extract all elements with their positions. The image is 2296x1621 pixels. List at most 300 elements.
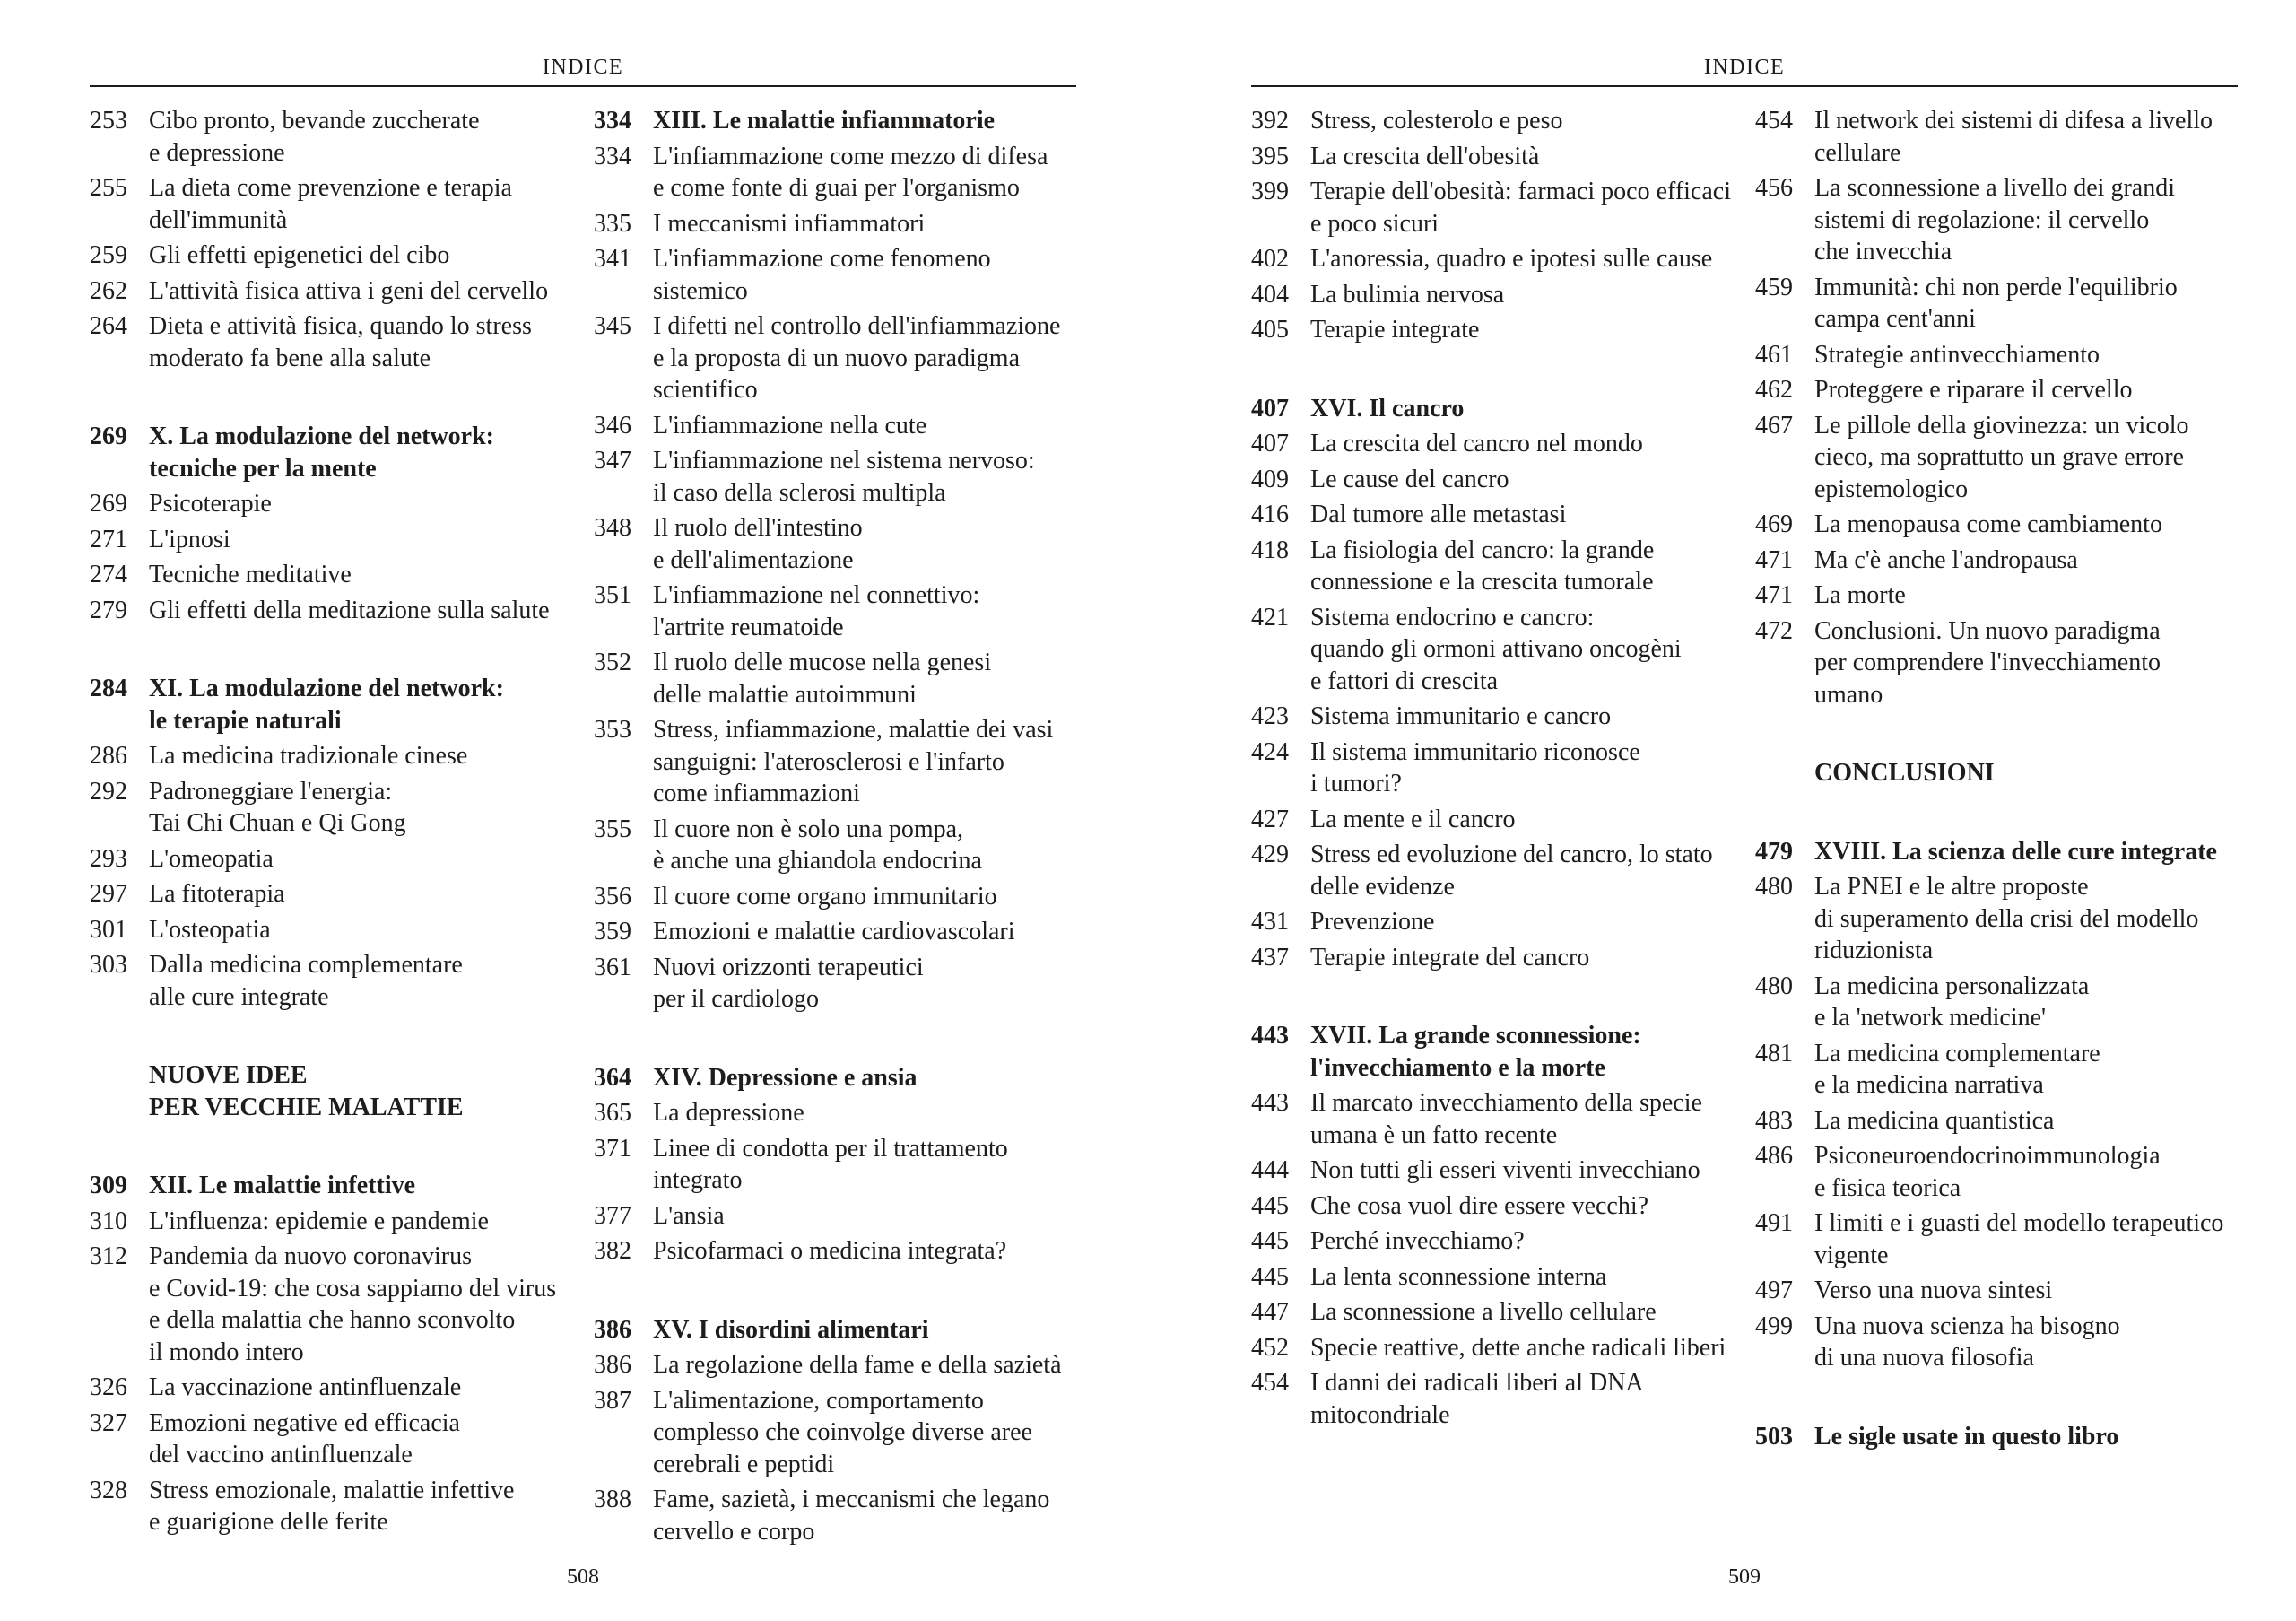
page-ref: 328 <box>90 1476 127 1504</box>
page-ref: 274 <box>90 561 127 588</box>
entry-title: L'infiammazione nella cute <box>653 411 927 440</box>
toc-entry <box>1251 906 1744 938</box>
toc-entry <box>1251 839 1744 902</box>
page-ref: 303 <box>90 951 127 979</box>
page-ref: 351 <box>594 581 631 609</box>
entry-title: Linee di condotta per il trattamento integrato <box>653 1134 1008 1194</box>
toc-entry <box>1251 464 1744 496</box>
chapter-entry <box>1755 1421 2248 1453</box>
toc-entry <box>90 1372 583 1404</box>
running-head: INDICE <box>1703 56 1786 79</box>
toc-entry <box>1251 602 1744 698</box>
entry-title: Perché invecchiamo? <box>1310 1227 1525 1255</box>
toc-entry <box>1755 509 2248 541</box>
page-ref: 382 <box>594 1237 631 1265</box>
page-ref <box>1755 757 1814 789</box>
toc-entry <box>1251 1190 1744 1223</box>
chapter-entry <box>594 1062 1087 1094</box>
toc-entry <box>90 949 583 1013</box>
toc-entry <box>1251 736 1744 800</box>
page-ref: 424 <box>1251 737 1289 766</box>
entry-title: XI. La modulazione del network: le terapie naturali <box>149 675 504 735</box>
page-ref: 271 <box>90 525 127 553</box>
chapter-entry <box>1251 1020 1744 1084</box>
toc-entry <box>594 512 1087 576</box>
entry-title: L'infiammazione nel sistema nervoso: il caso della sclerosi multipla <box>653 447 1035 507</box>
page-ref: 326 <box>90 1373 127 1401</box>
page-ref: 253 <box>90 107 127 135</box>
toc-entry <box>1755 1105 2248 1137</box>
page-ref: 392 <box>1251 107 1289 135</box>
toc-entry <box>594 714 1087 810</box>
entry-title: XII. Le malattie infettive <box>149 1172 416 1199</box>
toc-entry <box>594 1484 1087 1547</box>
page-ref: 437 <box>1251 943 1289 972</box>
entry-title: L'omeopatia <box>149 844 274 873</box>
toc-entry <box>1251 1367 1744 1431</box>
entry-title: Il ruolo dell'intestino e dell'alimentazione <box>653 514 863 574</box>
toc-entry <box>594 1235 1087 1268</box>
page-ref: 427 <box>1251 805 1289 833</box>
toc-entry <box>1251 804 1744 836</box>
entry-title: Dalla medicina complementare alle cure integrate <box>149 951 463 1011</box>
entry-title: XIII. Le malattie infiammatorie <box>653 107 996 135</box>
entry-title: Ma c'è anche l'andropausa <box>1814 545 2078 574</box>
toc-entry <box>1755 172 2248 268</box>
running-head: INDICE <box>542 56 624 79</box>
entry-title: La fisiologia del cancro: la grande connessione e la crescita tumorale <box>1310 536 1655 596</box>
entry-title: La regolazione della fame e della sazietà <box>653 1351 1062 1379</box>
toc-entry <box>90 559 583 591</box>
chapter-entry <box>90 673 583 736</box>
page-ref: 445 <box>1251 1227 1289 1255</box>
page-ref: 359 <box>594 918 631 946</box>
entry-title: Terapie integrate <box>1310 316 1480 344</box>
page-ref: 347 <box>594 447 631 475</box>
page-ref: 386 <box>594 1351 631 1379</box>
page-ref: 364 <box>594 1063 631 1092</box>
entry-title: La medicina quantistica <box>1814 1106 2055 1135</box>
entry-title: La sconnessione a livello dei grandi sistemi di regolazione: il cervello che invecchia <box>1814 174 2175 266</box>
page-ref: 456 <box>1755 174 1793 202</box>
toc-entry <box>1755 374 2248 406</box>
entry-title: Le pillole della giovinezza: un vicolo cieco, ma soprattutto un grave errore epistemologico <box>1814 411 2189 503</box>
toc-entry <box>1251 176 1744 240</box>
toc-entry <box>1755 1311 2248 1374</box>
toc-column-3 <box>1251 105 1744 1434</box>
page-ref: 264 <box>90 312 127 340</box>
entry-title: I danni dei radicali liberi al DNA mitocondriale <box>1310 1369 1644 1429</box>
toc-entry <box>594 141 1087 205</box>
page-ref: 297 <box>90 880 127 908</box>
toc-entry <box>1755 1140 2248 1204</box>
page-ref: 310 <box>90 1207 127 1235</box>
page-ref: 472 <box>1755 616 1793 645</box>
page-ref: 355 <box>594 815 631 843</box>
entry-title: NUOVE IDEE PER VECCHIE MALATTIE <box>149 1061 464 1121</box>
page-ref: 481 <box>1755 1039 1793 1068</box>
entry-title: I meccanismi infiammatori <box>653 209 926 238</box>
entry-title: Specie reattive, dette anche radicali liberi <box>1310 1333 1726 1362</box>
page-ref: 503 <box>1755 1422 1793 1451</box>
page-ref: 371 <box>594 1134 631 1163</box>
toc-entry <box>1755 1275 2248 1307</box>
toc-entry <box>594 814 1087 877</box>
entry-title: Psicofarmaci o medicina integrata? <box>653 1237 1007 1265</box>
entry-title: Gli effetti epigenetici del cibo <box>149 241 450 269</box>
page-ref: 356 <box>594 882 631 911</box>
toc-column-1 <box>90 105 583 1542</box>
toc-entry <box>594 881 1087 913</box>
page-ref: 404 <box>1251 280 1289 309</box>
entry-title: La lenta sconnessione interna <box>1310 1262 1607 1291</box>
entry-title: La mente e il cancro <box>1310 805 1516 833</box>
page-ref: 462 <box>1755 376 1793 404</box>
toc-entry <box>1755 580 2248 612</box>
toc-entry <box>594 1097 1087 1129</box>
entry-title: Immunità: chi non perde l'equilibrio campa cent'anni <box>1814 273 2178 333</box>
entry-title: Psicoterapie <box>149 490 272 518</box>
page-ref: 459 <box>1755 273 1793 301</box>
part-heading <box>1755 757 2248 789</box>
chapter-entry <box>1755 836 2248 868</box>
page-ref: 452 <box>1251 1333 1289 1362</box>
page-ref: 361 <box>594 953 631 981</box>
toc-entry <box>90 595 583 627</box>
toc-entry <box>1251 1261 1744 1294</box>
entry-title: La dieta come prevenzione e terapia dell'immunità <box>149 174 512 234</box>
toc-entry <box>594 445 1087 509</box>
page-ref: 454 <box>1251 1369 1289 1397</box>
toc-entry <box>1755 1038 2248 1102</box>
toc-entry <box>594 1133 1087 1197</box>
page-ref: 352 <box>594 649 631 676</box>
toc-entry <box>594 1349 1087 1381</box>
toc-entry <box>594 310 1087 406</box>
entry-title: X. La modulazione del network: tecniche per la mente <box>149 423 494 483</box>
entry-title: La medicina personalizzata e la 'network medicine' <box>1814 972 2090 1032</box>
entry-title: XVII. La grande sconnessione: l'invecchiamento e la morte <box>1310 1022 1641 1082</box>
toc-entry <box>594 1200 1087 1233</box>
page-ref: 431 <box>1251 908 1289 936</box>
entry-title: La medicina tradizionale cinese <box>149 742 468 770</box>
toc-entry <box>594 243 1087 307</box>
entry-title: I limiti e i guasti del modello terapeutico vigente <box>1814 1209 2224 1269</box>
toc-entry <box>594 1385 1087 1481</box>
page-ref: 255 <box>90 174 127 202</box>
entry-title: Sistema endocrino e cancro: quando gli ormoni attivano oncogèni e fattori di crescita <box>1310 603 1682 695</box>
page-ref: 301 <box>90 915 127 944</box>
header-rule <box>90 85 1076 87</box>
entry-title: Stress ed evoluzione del cancro, lo stato delle evidenze <box>1310 841 1713 901</box>
toc-entry <box>1755 272 2248 336</box>
toc-entry <box>90 740 583 772</box>
entry-title: Terapie dell'obesità: farmaci poco efficaci e poco sicuri <box>1310 178 1731 238</box>
toc-entry <box>1251 428 1744 460</box>
entry-title: Il marcato invecchiamento della specie umana è un fatto recente <box>1310 1089 1702 1149</box>
left-page <box>90 0 1076 1621</box>
chapter-entry <box>90 1170 583 1202</box>
toc-column-2 <box>594 105 1087 1551</box>
entry-title: L'infiammazione nel connettivo: l'artrite reumatoide <box>653 581 980 641</box>
page-number: 508 <box>567 1565 599 1589</box>
page-ref: 334 <box>594 142 631 170</box>
page-ref: 454 <box>1755 107 1793 135</box>
entry-title: L'osteopatia <box>149 915 271 944</box>
entry-title: Il ruolo delle mucose nella genesi delle malattie autoimmuni <box>653 649 992 709</box>
entry-title: La bulimia nervosa <box>1310 280 1505 309</box>
page-ref: 335 <box>594 209 631 238</box>
toc-entry <box>594 410 1087 442</box>
page-ref: 387 <box>594 1386 631 1415</box>
page-ref: 461 <box>1755 340 1793 369</box>
toc-entry <box>1755 615 2248 711</box>
toc-column-4 <box>1755 105 2248 1456</box>
page-ref: 348 <box>594 514 631 542</box>
entry-title: La PNEI e le altre proposte di superamento della crisi del modello riduzionista <box>1814 873 2199 964</box>
toc-entry <box>90 105 583 169</box>
page-ref: 443 <box>1251 1089 1289 1117</box>
page-ref: 407 <box>1251 430 1289 458</box>
entry-title: CONCLUSIONI <box>1814 759 1995 787</box>
entry-title: La menopausa come cambiamento <box>1814 510 2162 538</box>
page-ref: 497 <box>1755 1277 1793 1304</box>
header-rule <box>1251 85 2238 87</box>
entry-title: L'infiammazione come mezzo di difesa e come fonte di guai per l'organismo <box>653 142 1048 202</box>
page-ref: 341 <box>594 245 631 273</box>
entry-title: L'alimentazione, comportamento complesso che coinvolge diverse aree cerebrali e peptidi <box>653 1386 1032 1478</box>
entry-title: L'ipnosi <box>149 525 230 553</box>
toc-entry <box>1755 105 2248 169</box>
page-ref: 421 <box>1251 603 1289 632</box>
entry-title: Padroneggiare l'energia: Tai Chi Chuan e Qi Gong <box>149 777 406 837</box>
entry-title: Stress, colesterolo e peso <box>1310 107 1563 135</box>
toc-entry <box>1251 314 1744 346</box>
page-ref: 467 <box>1755 411 1793 440</box>
entry-title: Fame, sazietà, i meccanismi che legano cervello e corpo <box>653 1486 1050 1546</box>
toc-entry <box>90 172 583 236</box>
entry-title: XVIII. La scienza delle cure integrate <box>1814 837 2217 866</box>
page-ref: 444 <box>1251 1156 1289 1184</box>
chapter-entry <box>594 1314 1087 1346</box>
entry-title: La vaccinazione antinfluenzale <box>149 1373 462 1401</box>
toc-entry <box>1251 1296 1744 1329</box>
toc-entry <box>594 580 1087 643</box>
entry-title: La crescita dell'obesità <box>1310 142 1540 170</box>
toc-entry <box>90 1206 583 1238</box>
page-ref: 345 <box>594 312 631 340</box>
toc-entry <box>90 1241 583 1368</box>
page-ref: 292 <box>90 777 127 806</box>
page-number: 509 <box>1728 1565 1761 1589</box>
page-ref: 269 <box>90 423 127 450</box>
entry-title: Stress, infiammazione, malattie dei vasi sanguigni: l'aterosclerosi e l'infarto come infiammazioni <box>653 716 1054 807</box>
toc-entry <box>1251 279 1744 311</box>
entry-title: XIV. Depressione e ansia <box>653 1063 918 1092</box>
page-ref: 443 <box>1251 1022 1289 1050</box>
entry-title: La crescita del cancro nel mondo <box>1310 430 1643 458</box>
entry-title: Conclusioni. Un nuovo paradigma per comprendere l'invecchiamento umano <box>1814 616 2161 709</box>
page-ref: 312 <box>90 1242 127 1270</box>
entry-title: Terapie integrate del cancro <box>1310 943 1590 972</box>
page-ref: 483 <box>1755 1106 1793 1135</box>
toc-entry <box>594 952 1087 1015</box>
entry-title: Tecniche meditative <box>149 561 352 588</box>
page-ref: 262 <box>90 276 127 305</box>
toc-entry <box>594 647 1087 710</box>
page-ref: 418 <box>1251 536 1289 564</box>
toc-entry <box>1755 871 2248 967</box>
page-ref: 429 <box>1251 841 1289 868</box>
entry-title: Il network dei sistemi di difesa a livello cellulare <box>1814 107 2213 167</box>
page-ref: 327 <box>90 1408 127 1437</box>
page-ref: 491 <box>1755 1209 1793 1237</box>
entry-title: Le sigle usate in questo libro <box>1814 1422 2119 1451</box>
entry-title: Dieta e attività fisica, quando lo stress moderato fa bene alla salute <box>149 312 532 372</box>
entry-title: Stress emozionale, malattie infettive e guarigione delle ferite <box>149 1476 515 1536</box>
entry-title: Le cause del cancro <box>1310 465 1509 493</box>
page-ref: 471 <box>1755 545 1793 574</box>
toc-entry <box>1755 1207 2248 1271</box>
entry-title: Cibo pronto, bevande zuccherate e depressione <box>149 107 480 167</box>
page-ref: 388 <box>594 1486 631 1513</box>
page-ref <box>90 1059 149 1123</box>
page-ref: 386 <box>594 1315 631 1344</box>
entry-title: Gli effetti della meditazione sulla salute <box>149 596 550 624</box>
entry-title: Dal tumore alle metastasi <box>1310 501 1567 528</box>
page-ref: 279 <box>90 596 127 624</box>
toc-entry <box>1755 339 2248 371</box>
toc-entry <box>1251 535 1744 598</box>
entry-title: L'anoressia, quadro e ipotesi sulle cause <box>1310 245 1713 273</box>
entry-title: Sistema immunitario e cancro <box>1310 702 1612 730</box>
toc-entry <box>90 1407 583 1471</box>
toc-entry <box>90 240 583 272</box>
entry-title: Il sistema immunitario riconosce i tumori? <box>1310 737 1640 797</box>
entry-title: L'infiammazione come fenomeno sistemico <box>653 245 991 305</box>
entry-title: Verso una nuova sintesi <box>1814 1277 2053 1304</box>
page-ref: 346 <box>594 411 631 440</box>
page-ref: 399 <box>1251 178 1289 205</box>
entry-title: Non tutti gli esseri viventi invecchiano <box>1310 1156 1700 1184</box>
entry-title: Proteggere e riparare il cervello <box>1814 376 2133 404</box>
page-ref: 309 <box>90 1172 127 1199</box>
toc-entry <box>1251 243 1744 275</box>
page-ref: 480 <box>1755 972 1793 1000</box>
toc-entry <box>1251 701 1744 733</box>
page-ref: 445 <box>1251 1191 1289 1220</box>
toc-entry <box>1251 1332 1744 1364</box>
entry-title: Emozioni e malattie cardiovascolari <box>653 918 1015 946</box>
entry-title: I difetti nel controllo dell'infiammazione e la proposta di un nuovo paradigma scientifico <box>653 312 1061 404</box>
toc-entry <box>90 878 583 911</box>
page-ref: 486 <box>1755 1142 1793 1170</box>
page-ref: 480 <box>1755 873 1793 901</box>
page-ref: 405 <box>1251 316 1289 344</box>
toc-entry <box>90 776 583 840</box>
page-ref: 471 <box>1755 581 1793 609</box>
entry-title: La morte <box>1814 581 1906 609</box>
toc-entry <box>1251 1225 1744 1258</box>
toc-entry <box>90 914 583 946</box>
toc-entry <box>1755 971 2248 1034</box>
entry-title: Pandemia da nuovo coronavirus e Covid-19: che cosa sappiamo del virus e della malattia che hanno sconvolto il mondo intero <box>149 1242 557 1366</box>
chapter-entry <box>1251 393 1744 425</box>
entry-title: La fitoterapia <box>149 880 285 908</box>
entry-title: Il cuore come organo immunitario <box>653 882 997 911</box>
entry-title: Il cuore non è solo una pompa, è anche una ghiandola endocrina <box>653 815 982 875</box>
page-ref: 269 <box>90 490 127 518</box>
toc-entry <box>1755 410 2248 506</box>
page-ref: 334 <box>594 107 631 135</box>
entry-title: Emozioni negative ed efficacia del vaccino antinfluenzale <box>149 1408 460 1468</box>
toc-entry <box>1251 499 1744 531</box>
page-ref: 293 <box>90 844 127 873</box>
page-ref: 447 <box>1251 1298 1289 1326</box>
toc-entry <box>90 488 583 520</box>
entry-title: Prevenzione <box>1310 908 1435 936</box>
chapter-entry <box>594 105 1087 137</box>
toc-entry <box>1755 545 2248 577</box>
page-ref: 395 <box>1251 142 1289 170</box>
entry-title: Psiconeuroendocrinoimmunologia e fisica teorica <box>1814 1142 2161 1202</box>
entry-title: La depressione <box>653 1099 804 1127</box>
page-ref: 286 <box>90 742 127 770</box>
toc-entry <box>90 275 583 308</box>
entry-title: L'ansia <box>653 1201 725 1230</box>
toc-entry <box>1251 942 1744 974</box>
page-ref: 409 <box>1251 465 1289 493</box>
page-ref: 365 <box>594 1099 631 1127</box>
page-ref: 479 <box>1755 837 1793 866</box>
page-ref: 499 <box>1755 1312 1793 1340</box>
toc-entry <box>1251 1155 1744 1187</box>
page-ref: 259 <box>90 241 127 269</box>
entry-title: Una nuova scienza ha bisogno di una nuova filosofia <box>1814 1312 2120 1372</box>
part-heading <box>90 1059 583 1123</box>
entry-title: XVI. Il cancro <box>1310 394 1465 423</box>
entry-title: L'attività fisica attiva i geni del cervello <box>149 276 549 305</box>
page-ref: 353 <box>594 716 631 744</box>
page-ref: 423 <box>1251 702 1289 730</box>
page-ref: 469 <box>1755 510 1793 538</box>
entry-title: Nuovi orizzonti terapeutici per il cardiologo <box>653 953 924 1013</box>
chapter-entry <box>90 421 583 484</box>
entry-title: L'influenza: epidemie e pandemie <box>149 1207 489 1235</box>
toc-entry <box>90 524 583 556</box>
page-ref: 377 <box>594 1201 631 1230</box>
page-ref: 407 <box>1251 394 1289 423</box>
page-ref: 445 <box>1251 1262 1289 1291</box>
page-ref: 402 <box>1251 245 1289 273</box>
toc-entry <box>1251 105 1744 137</box>
page-ref: 416 <box>1251 501 1289 528</box>
entry-title: Strategie antinvecchiamento <box>1814 340 2100 369</box>
entry-title: XV. I disordini alimentari <box>653 1315 929 1344</box>
right-page <box>1251 0 2238 1621</box>
toc-entry <box>594 208 1087 240</box>
toc-entry <box>1251 1087 1744 1151</box>
toc-entry <box>1251 141 1744 173</box>
entry-title: La medicina complementare e la medicina narrativa <box>1814 1039 2100 1099</box>
entry-title: Che cosa vuol dire essere vecchi? <box>1310 1191 1649 1220</box>
toc-entry <box>90 843 583 876</box>
toc-entry <box>90 310 583 374</box>
page-ref: 284 <box>90 675 127 702</box>
entry-title: La sconnessione a livello cellulare <box>1310 1298 1657 1326</box>
toc-entry <box>594 916 1087 948</box>
toc-entry <box>90 1475 583 1538</box>
